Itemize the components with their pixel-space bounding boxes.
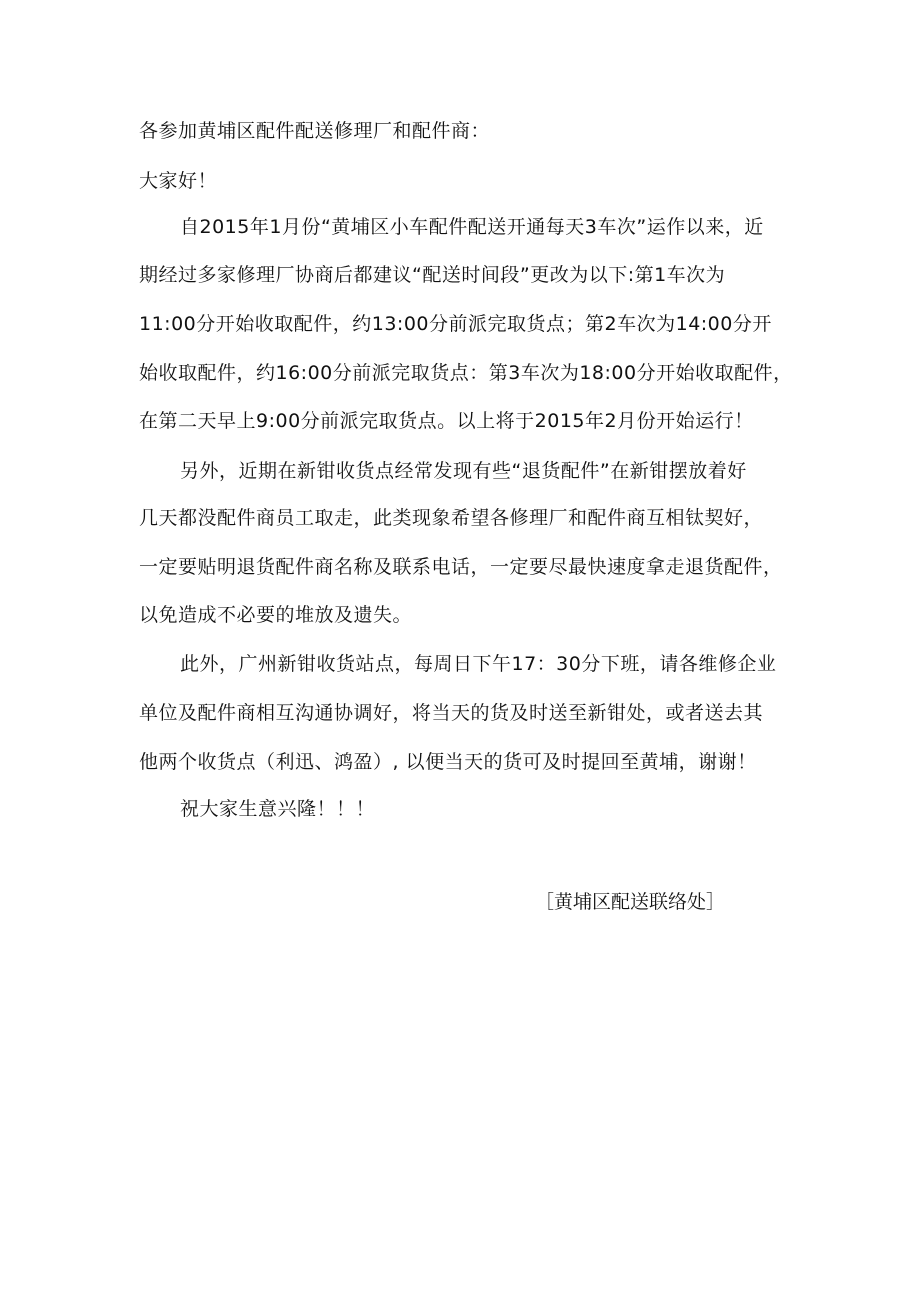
paragraph-line: 期经过多家修理厂协商后都建议“配送时间段”更改为以下:第1车次为 [139,264,726,286]
salutation: 各参加黄埔区配件配送修理厂和配件商： [139,120,491,142]
paragraph-line: 单位及配件商相互沟通协调好，将当天的货及时送至新钳处，或者送去其 [139,702,764,724]
paragraph-line: 始收取配件，约16:00分前派完取货点：第3车次为18:00分开始收取配件， [139,362,793,384]
closing-wish: 祝大家生意兴隆！！！ [180,798,376,820]
paragraph-line: 他两个收货点（利迅、鸿盈）, 以便当天的货可及时提回至黄埔，谢谢！ [139,751,757,773]
paragraph-line: 另外，近期在新钳收货点经常发现有些“退货配件”在新钳摆放着好 [180,460,747,482]
paragraph-line: 自2015年1月份“黄埔区小车配件配送开通每天3车次”运作以来，近 [180,216,764,238]
paragraph-line: 11:00分开始收取配件，约13:00分前派完取货点；第2车次为14:00分开 [139,313,772,335]
signature: ［黄埔区配送联络处］ [535,891,726,913]
greeting: 大家好！ [139,170,218,192]
paragraph-line: 几天都没配件商员工取走，此类现象希望各修理厂和配件商互相钛契好， [139,507,764,529]
paragraph-line: 一定要贴明退货配件商名称及联系电话，一定要尽最快速度拿走退货配件， [139,556,783,578]
paragraph-line: 在第二天早上9:00分前派完取货点。以上将于2015年2月份开始运行！ [139,410,754,432]
paragraph-line: 此外，广州新钳收货站点，每周日下午17：30分下班，请各维修企业 [180,653,777,675]
paragraph-line: 以免造成不必要的堆放及遗失。 [139,604,413,626]
